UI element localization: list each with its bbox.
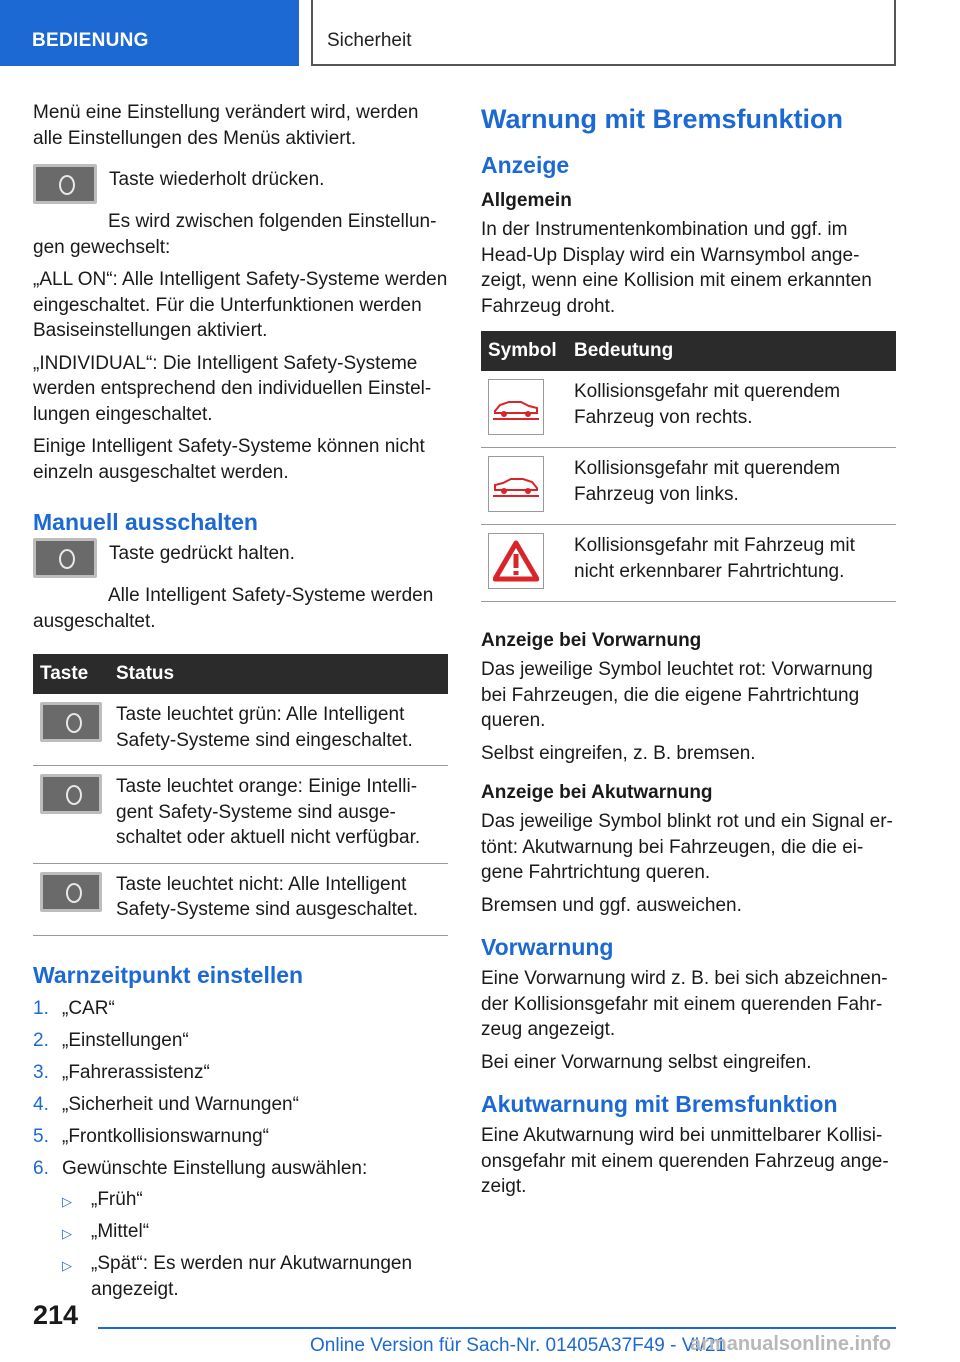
list-item: 5. „Frontkollisionswarnung“	[33, 1125, 269, 1147]
general-text: In der Instrumentenkombination und ggf. im Head-Up Display wird ein Warnsymbol angezeigt, wenn eine Kollision mit einem erkannten Fahrzeug droht.	[481, 219, 872, 317]
hold-button-text: Taste gedrückt halten.	[109, 543, 295, 564]
section-tab	[0, 0, 299, 66]
warning-triangle-icon	[488, 533, 544, 589]
table-row	[481, 371, 896, 448]
triangle-bullet-icon: ▷	[62, 1194, 72, 1209]
table-row	[33, 766, 448, 864]
general-label: Allgemein	[481, 190, 572, 211]
press-again-text: Taste wiederholt drücken.	[109, 169, 325, 190]
button-orange-icon	[40, 774, 102, 814]
car-crossing-left-icon	[488, 456, 544, 512]
button-off-icon	[40, 872, 102, 912]
footer-divider	[98, 1327, 896, 1329]
safety-button-icon	[33, 164, 97, 204]
individual-text: „INDIVIDUAL“: Die Intelligent Safety-Systeme werden entsprechend den individuellen Einstellungen eingeschaltet.	[33, 352, 432, 425]
steps-list	[33, 996, 448, 1303]
switch-between-text: Es wird zwischen folgenden Einstellungen gewechselt:	[33, 211, 437, 258]
page-number: 214	[33, 1300, 79, 1330]
col-symbol: Symbol	[481, 331, 567, 371]
list-item: ▷ „Früh“	[62, 1187, 448, 1213]
topic-title: Sicherheit	[327, 30, 412, 51]
list-item: 1. „CAR“	[33, 997, 115, 1019]
warn-time-heading: Warnzeitpunkt einstellen	[33, 961, 304, 988]
not-single-text: Einige Intelligent Safety-Systeme können nicht einzeln ausgeschaltet werden.	[33, 436, 425, 483]
manual-off-heading: Manuell ausschalten	[33, 509, 258, 535]
left-column	[33, 100, 448, 1309]
prewarn-text-2: Bei einer Vorwarnung selbst eingreifen.	[481, 1051, 812, 1073]
prewarn-heading: Vorwarnung	[481, 934, 614, 960]
page-title: Warnung mit Bremsfunktion	[481, 104, 843, 134]
acute-text: Eine Akutwarnung wird bei unmittelbarer Kollisionsgefahr mit einem querenden Fahrzeug angezeigt.	[481, 1125, 889, 1197]
status-table	[33, 654, 448, 936]
list-item: ▷ „Spät“: Es werden nur Akutwarnungen angezeigt.	[62, 1253, 413, 1300]
col-status: Status	[109, 654, 448, 694]
col-taste: Taste	[33, 654, 109, 694]
right-column	[481, 100, 896, 1207]
symbol-meaning: Kollisionsgefahr mit querendem Fahrzeug von links.	[567, 448, 896, 525]
col-meaning: Bedeutung	[567, 331, 896, 371]
list-item: 4. „Sicherheit und Warnungen“	[33, 1093, 299, 1115]
triangle-bullet-icon: ▷	[62, 1226, 72, 1241]
table-row	[481, 525, 896, 602]
hold-button-block	[33, 541, 448, 578]
acute-heading: Akutwarnung mit Bremsfunktion	[481, 1091, 838, 1117]
all-off-text: Alle Intelligent Safety-Systeme werden ausgeschaltet.	[33, 585, 434, 632]
display-heading: Anzeige	[481, 152, 570, 178]
topic-tab	[311, 0, 896, 66]
safety-button-icon	[33, 538, 97, 578]
all-on-text: „ALL ON“: Alle Intelligent Safety-Systeme werden eingeschaltet. Für die Unterfunktionen werden Basiseinstellungen aktiviert.	[33, 269, 448, 341]
acute-display-text: Das jeweilige Symbol blinkt rot und ein Signal ertönt: Akutwarnung bei Fahrzeugen, die die eigene Fahrtrichtung queren.	[481, 811, 893, 883]
list-item: 3. „Fahrerassistenz“	[33, 1061, 210, 1083]
table-row	[33, 694, 448, 766]
status-text: Taste leuchtet nicht: Alle Intelligent Safety-Systeme sind ausgeschaltet.	[109, 863, 448, 935]
table-row	[33, 863, 448, 935]
prewarn-text: Eine Vorwarnung wird z. B. bei sich abzeichnender Kollisionsgefahr mit einem querenden Fahrzeug angezeigt.	[481, 968, 888, 1040]
watermark: armanualsonline.info	[690, 1333, 892, 1355]
symbol-table	[481, 331, 896, 602]
prewarn-display-label: Anzeige bei Vorwarnung	[481, 630, 702, 651]
prewarn-action: Selbst eingreifen, z. B. bremsen.	[481, 742, 756, 764]
table-row	[481, 448, 896, 525]
online-version-text: Online Version für Sach-Nr. 01405A37F49 - VI/21	[310, 1335, 727, 1356]
symbol-meaning: Kollisionsgefahr mit querendem Fahrzeug von rechts.	[567, 371, 896, 448]
symbol-table-header	[481, 331, 896, 371]
button-green-icon	[40, 702, 102, 742]
intro-paragraph: Menü eine Einstellung verändert wird, werden alle Einstellungen des Menüs aktiviert.	[33, 102, 419, 149]
press-again-block	[33, 167, 448, 204]
car-crossing-right-icon	[488, 379, 544, 435]
options-list	[62, 1187, 448, 1302]
list-item: ▷ „Mittel“	[62, 1219, 448, 1245]
section-title: BEDIENUNG	[32, 30, 149, 51]
status-text: Taste leuchtet orange: Einige Intelligent Safety-Systeme sind ausgeschaltet oder aktuell nicht verfügbar.	[109, 766, 448, 864]
list-item: 2. „Einstellungen“	[33, 1029, 189, 1051]
status-table-header	[33, 654, 448, 694]
list-item: 6. Gewünschte Einstellung auswählen: ▷ „Früh“ ▷ „Mittel“ ▷ „Spät“: Es werden nur Akutwarnungen angezeigt.	[33, 1156, 448, 1303]
triangle-bullet-icon: ▷	[62, 1258, 72, 1273]
status-text: Taste leuchtet grün: Alle Intelligent Safety-Systeme sind eingeschaltet.	[109, 694, 448, 766]
acute-action: Bremsen und ggf. ausweichen.	[481, 894, 742, 916]
acute-display-label: Anzeige bei Akutwarnung	[481, 782, 713, 803]
prewarn-display-text: Das jeweilige Symbol leuchtet rot: Vorwarnung bei Fahrzeugen, die die eigene Fahrtrichtung queren.	[481, 659, 873, 731]
symbol-meaning: Kollisionsgefahr mit Fahrzeug mit nicht erkennbarer Fahrtrichtung.	[567, 525, 896, 602]
